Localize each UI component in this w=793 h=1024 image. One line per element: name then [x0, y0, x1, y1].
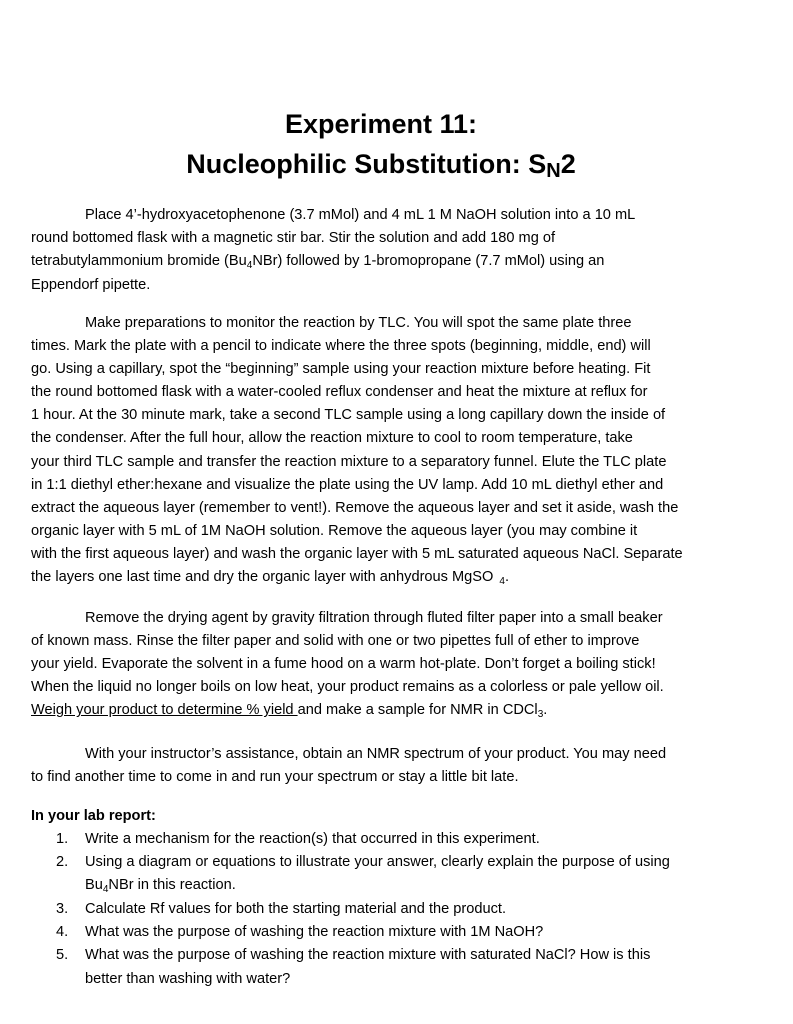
- p2-line: Make preparations to monitor the reaction by TLC. You will spot the same plate three: [85, 315, 632, 331]
- list-item: [31, 944, 731, 967]
- list-item: [31, 898, 731, 921]
- procedure-paragraph-3: [31, 607, 731, 723]
- p2-line: 1 hour. At the 30 minute mark, take a second TLC sample using a long capillary down the inside of: [31, 407, 666, 424]
- list-item: [31, 921, 731, 944]
- list-number: 2.: [56, 854, 69, 871]
- p2-line-text: .: [504, 569, 509, 586]
- list-item-text: NBr in this reaction.: [108, 877, 236, 894]
- p2-line: extract the aqueous layer (remember to vent!). Remove the aqueous layer and set it aside, wash the: [31, 499, 679, 516]
- yield-instruction-underlined: Weigh your product to determine % yield: [31, 702, 298, 719]
- p1-line: Eppendorf pipette.: [31, 277, 151, 294]
- p2-line: with the first aqueous layer) and wash the organic layer with 5 mL saturated aqueous NaCl. Separate: [31, 545, 683, 562]
- list-item-continuation: [31, 968, 731, 991]
- procedure-paragraph-2: [31, 312, 731, 590]
- procedure-paragraph-1: [31, 204, 731, 297]
- p2-line: organic layer with 5 mL of 1M NaOH solution. Remove the aqueous layer (you may combine it: [31, 522, 638, 539]
- p3-line: [31, 699, 731, 723]
- subscript: 4: [102, 884, 109, 896]
- p4-line: to find another time to come in and run your spectrum or stay a little bit late.: [31, 769, 519, 786]
- p3-line: When the liquid no longer boils on low heat, your product remains as a colorless or pale yellow oil.: [31, 679, 664, 696]
- list-number: 3.: [56, 901, 69, 918]
- p1-line-text: tetrabutylammonium bromide (Bu: [31, 253, 247, 270]
- p2-line: your third TLC sample and transfer the reaction mixture to a separatory funnel. Elute the TLC plate: [31, 453, 667, 470]
- list-item-text: Calculate Rf values for both the starting material and the product.: [85, 901, 507, 918]
- p1-line: [31, 250, 731, 274]
- p2-line: the condenser. After the full hour, allow the reaction mixture to cool to room temperature, take: [31, 430, 633, 447]
- subscript: 4: [499, 576, 505, 588]
- list-item: [31, 828, 731, 851]
- list-number: 1.: [56, 831, 69, 847]
- list-number: 5.: [56, 947, 69, 964]
- procedure-paragraph-4: [31, 743, 731, 789]
- p2-line: times. Mark the plate with a pencil to indicate where the three spots (beginning, middle, end) will: [31, 338, 651, 355]
- p1-line: round bottomed flask with a magnetic stir bar. Stir the solution and add 180 mg of: [31, 230, 556, 247]
- list-item: [31, 851, 731, 874]
- p3-line: of known mass. Rinse the filter paper and solid with one or two pipettes full of ether to improve: [31, 633, 640, 650]
- title-subscript: N: [546, 160, 561, 182]
- lab-report-question-list: [31, 828, 731, 991]
- list-item-text: Bu: [85, 877, 103, 894]
- list-item-text: better than washing with water?: [85, 970, 291, 987]
- p3-line-text: .: [543, 702, 548, 719]
- p2-line: [31, 566, 731, 590]
- p3-line-text: and make a sample for NMR in CDCl: [297, 702, 538, 719]
- list-item-continuation: [31, 874, 731, 898]
- lab-report-heading: In your lab report:: [31, 808, 156, 824]
- subscript: 4: [246, 260, 253, 272]
- list-item-text: Write a mechanism for the reaction(s) that occurred in this experiment.: [85, 831, 540, 847]
- p1-line-text: NBr) followed by 1-bromopropane (7.7 mMol) using an: [252, 253, 605, 270]
- list-item-text: What was the purpose of washing the reaction mixture with 1M NaOH?: [85, 924, 544, 941]
- title-end-text: 2: [560, 149, 576, 179]
- subscript: 3: [537, 709, 544, 721]
- p2-line-text: the layers one last time and dry the organic layer with anhydrous MgSO: [31, 569, 494, 586]
- title-main-text: Nucleophilic Substitution: S: [186, 149, 547, 179]
- p4-line: With your instructor’s assistance, obtain an NMR spectrum of your product. You may need: [85, 746, 667, 762]
- p2-line: the round bottomed flask with a water-cooled reflux condenser and heat the mixture at reflux for: [31, 384, 648, 401]
- p1-line: Place 4’-hydroxyacetophenone (3.7 mMol) and 4 mL 1 M NaOH solution into a 10 mL: [85, 207, 636, 223]
- p3-line: your yield. Evaporate the solvent in a fume hood on a warm hot-plate. Don’t forget a boiling stick!: [31, 656, 656, 673]
- p2-line: in 1:1 diethyl ether:hexane and visualize the plate using the UV lamp. Add 10 mL diethyl ether and: [31, 476, 664, 493]
- experiment-name-title: [31, 148, 731, 183]
- list-item-text: What was the purpose of washing the reaction mixture with saturated NaCl? How is this: [85, 947, 651, 964]
- list-number: 4.: [56, 924, 69, 941]
- p2-line: go. Using a capillary, spot the “beginning” sample using your reaction mixture before heating. Fit: [31, 361, 651, 378]
- list-item-text: Using a diagram or equations to illustrate your answer, clearly explain the purpose of using: [85, 854, 670, 871]
- experiment-number-title: Experiment 11:: [284, 109, 478, 139]
- p3-line: Remove the drying agent by gravity filtration through fluted filter paper into a small beaker: [85, 610, 663, 626]
